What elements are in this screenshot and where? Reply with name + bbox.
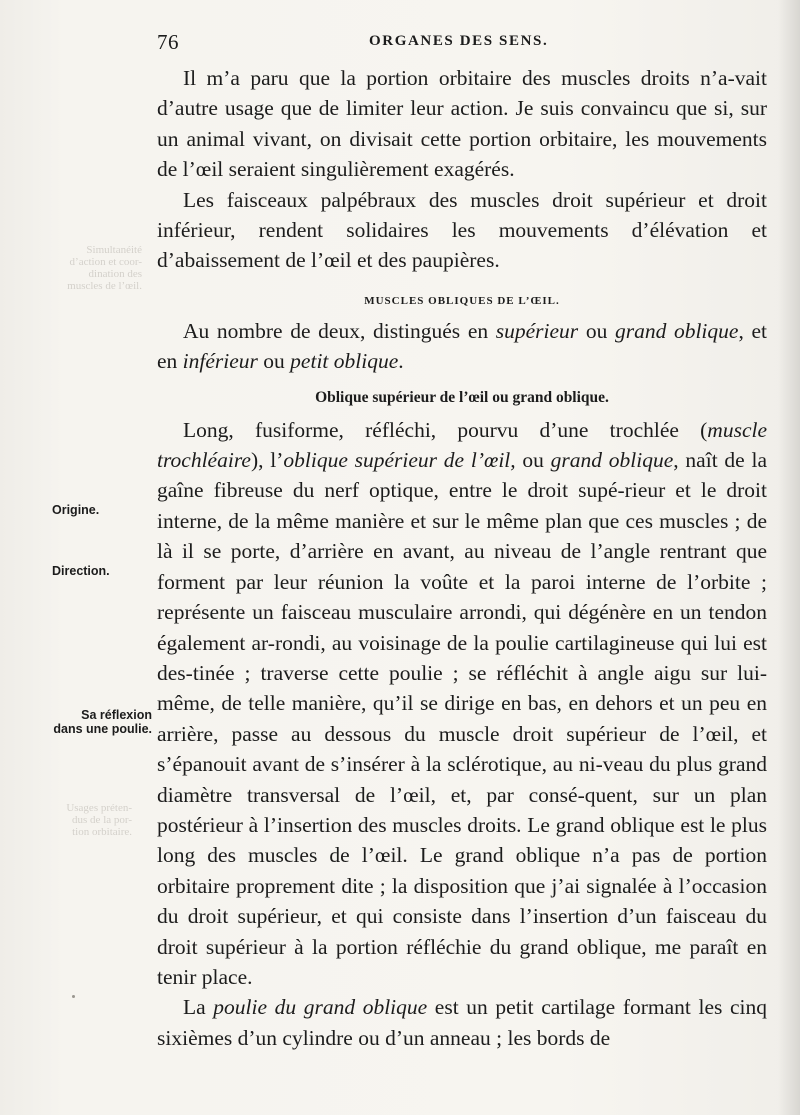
margin-note-line: Sa réflexion — [81, 708, 152, 722]
paragraph-2: Les faisceaux palpébraux des muscles droit supérieur et droit inférieur, rendent solidaires les mouvements d’élévation et d’abaissement de l’œil et des paupières. — [157, 187, 767, 273]
text-run: ou — [515, 448, 551, 473]
paragraph-5 — [157, 992, 767, 1053]
bleed-through-text: Usages préten- dus de la por- tion orbitaire. — [66, 802, 132, 838]
text-run: Au nombre de deux, distingués en — [183, 318, 496, 343]
margin-note-direction: Direction. — [52, 564, 110, 578]
italic-term: poulie du grand oblique — [213, 995, 428, 1020]
text-run: , naît de la gaîne fibreuse du nerf optique, entre le droit supé-rieur et le droit interne, de la même manière et sur le même plan que ces muscles ; de là il se porte, d’arrière en avant, au niveau de l’angle rentrant que forment par leur réunion la voûte et la paroi interne de l’orbite ; représente un faisceau musculaire arrondi, qui dégénère en un tendon également ar-rondi, au voisinage de la poulie cartilagineuse qui lui est des-tinée ; traverse cette poulie ; se réfléchit à angle aigu sur lui-même, de telle manière, qu’il se dirige en bas, en dehors et un peu en arrière, passe au dessous du muscle droit supérieur de l’œil, et s’épanouit avant de s’insérer à la sclérotique, au ni-veau du plus grand diamètre transversal de l’œil, et, par consé-quent, sur un plan postérieur à l’insertion des muscles droits. Le grand oblique est le plus long des muscles de l’œil. Le grand oblique n’a pas de portion orbitaire proprement dite ; la disposition que j’ai signalée à l’occasion du droit supérieur, et qui consiste dans l’insertion d’un faisceau du droit supérieur à la portion réfléchie du grand oblique, me paraît en tenir place. — [157, 448, 767, 989]
section-heading: MUSCLES OBLIQUES DE L’ŒIL. — [364, 294, 560, 307]
italic-term: oblique supérieur de l’œil, — [283, 448, 516, 473]
page-number: 76 — [157, 30, 179, 54]
text-run: ou — [578, 318, 615, 343]
bleed-through-text: Simultanéité d’action et coor- dination des muscles de l’œil. — [67, 244, 142, 292]
italic-term: muscle trochléaire — [157, 417, 767, 473]
body-text — [157, 63, 767, 1053]
margin-note-reflexion — [30, 708, 152, 736]
text-run: ou — [257, 349, 291, 374]
italic-term: petit oblique — [290, 349, 399, 374]
italic-term: supérieur — [495, 318, 579, 343]
margin-note-origine: Origine. — [52, 503, 100, 517]
text-run: ), l’ — [250, 448, 284, 473]
paper-speck — [72, 995, 75, 998]
italic-term: grand oblique — [550, 448, 674, 473]
text-run: , et en — [157, 318, 767, 374]
margin-note-line: dans une poulie. — [53, 722, 152, 736]
text-run: Long, fusiforme, réfléchi, pourvu d’une trochlée ( — [183, 417, 708, 442]
running-head: ORGANES DES SENS. — [369, 33, 549, 49]
text-run: La — [183, 995, 214, 1020]
italic-term: inférieur — [182, 349, 258, 374]
paragraph-1: Il m’a paru que la portion orbitaire des muscles droits n’a-vait d’autre usage que de limiter leur action. Je suis convaincu que si, sur un animal vivant, on divisait cette portion orbitaire, les mouvements de l’œil seraient singulièrement exagérés. — [157, 66, 767, 182]
page-header — [157, 30, 767, 54]
italic-term: grand oblique — [614, 318, 739, 343]
paragraph-3 — [157, 316, 767, 377]
paragraph-4 — [157, 415, 767, 993]
text-run: . — [398, 349, 404, 374]
subsection-heading: Oblique supérieur de l’œil ou grand oblique. — [315, 388, 609, 406]
text-run: est un petit cartilage formant les cinq sixièmes d’un cylindre ou d’un anneau ; les bords de — [157, 995, 767, 1050]
